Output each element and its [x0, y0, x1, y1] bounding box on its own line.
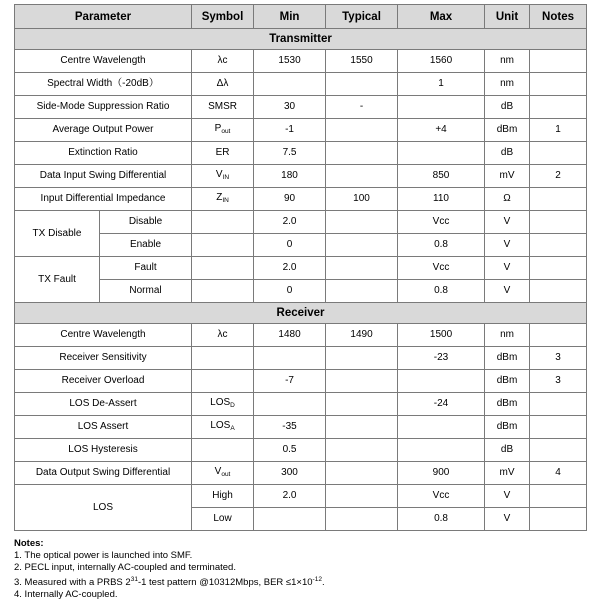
param-cell: Receiver Overload: [15, 370, 192, 393]
note-cell: 3: [530, 370, 587, 393]
note-cell: [530, 73, 587, 96]
max-cell: Vcc: [398, 257, 485, 280]
param-cell: Receiver Sensitivity: [15, 347, 192, 370]
table-row: [15, 73, 587, 96]
typ-cell: 1550: [326, 50, 398, 73]
unit-cell: V: [485, 280, 530, 303]
table-row: [15, 370, 587, 393]
symbol-cell: [192, 211, 254, 234]
max-cell: -23: [398, 347, 485, 370]
header-max: Max: [398, 5, 485, 29]
min-cell: 30: [254, 96, 326, 119]
unit-cell: dBm: [485, 393, 530, 416]
section-title: Receiver: [15, 303, 587, 324]
table-row: [15, 50, 587, 73]
note-cell: 3: [530, 347, 587, 370]
typ-cell: [326, 280, 398, 303]
note-cell: 1: [530, 119, 587, 142]
symbol-cell: [192, 257, 254, 280]
header-symbol: Symbol: [192, 5, 254, 29]
typ-cell: 100: [326, 188, 398, 211]
unit-cell: Ω: [485, 188, 530, 211]
note-cell: [530, 485, 587, 508]
typ-cell: [326, 165, 398, 188]
notes-section: [14, 538, 586, 601]
symbol-cell: [192, 347, 254, 370]
note-cell: [530, 393, 587, 416]
table-row: [15, 257, 587, 280]
unit-cell: nm: [485, 50, 530, 73]
note-cell: [530, 508, 587, 531]
typ-cell: [326, 142, 398, 165]
unit-cell: V: [485, 485, 530, 508]
header-row: [15, 5, 587, 29]
max-cell: 900: [398, 462, 485, 485]
param-cell: Data Output Swing Differential: [15, 462, 192, 485]
table-row: [15, 485, 587, 508]
min-cell: -35: [254, 416, 326, 439]
sub-param-cell: High: [192, 485, 254, 508]
unit-cell: V: [485, 211, 530, 234]
symbol-cell: [192, 439, 254, 462]
typ-cell: [326, 211, 398, 234]
min-cell: 2.0: [254, 485, 326, 508]
notes-title: Notes:: [14, 538, 44, 549]
symbol-cell: SMSR: [192, 96, 254, 119]
symbol-cell: $P_{out}$: [192, 119, 254, 142]
symbol-cell: ER: [192, 142, 254, 165]
param-cell: LOS Assert: [15, 416, 192, 439]
min-cell: [254, 393, 326, 416]
note-1: 1. The optical power is launched into SMF.: [14, 550, 193, 561]
param-cell: LOS Hysteresis: [15, 439, 192, 462]
sub-param-cell: Disable: [100, 211, 192, 234]
param-cell: Extinction Ratio: [15, 142, 192, 165]
typ-cell: -: [326, 96, 398, 119]
typ-cell: [326, 73, 398, 96]
param-cell: Spectral Width（-20dB）: [15, 73, 192, 96]
min-cell: 0: [254, 280, 326, 303]
min-cell: 7.5: [254, 142, 326, 165]
max-cell: 1500: [398, 324, 485, 347]
unit-cell: dBm: [485, 119, 530, 142]
unit-cell: nm: [485, 73, 530, 96]
max-cell: [398, 96, 485, 119]
header-notes: Notes: [530, 5, 587, 29]
note-cell: [530, 439, 587, 462]
symbol-cell: $V_{out}$: [192, 462, 254, 485]
typ-cell: [326, 416, 398, 439]
param-cell: Input Differential Impedance: [15, 188, 192, 211]
min-cell: 2.0: [254, 211, 326, 234]
typ-cell: [326, 347, 398, 370]
max-cell: +4: [398, 119, 485, 142]
note-2: 2. PECL input, internally AC-coupled and terminated.: [14, 562, 236, 573]
min-cell: 90: [254, 188, 326, 211]
param-cell: Average Output Power: [15, 119, 192, 142]
section-title: Transmitter: [15, 29, 587, 50]
max-cell: [398, 370, 485, 393]
header-typical: Typical: [326, 5, 398, 29]
unit-cell: V: [485, 257, 530, 280]
symbol-cell: [192, 234, 254, 257]
sub-param-cell: Enable: [100, 234, 192, 257]
symbol-cell: $V_{IN}$: [192, 165, 254, 188]
note-cell: 2: [530, 165, 587, 188]
max-cell: -24: [398, 393, 485, 416]
note-cell: [530, 96, 587, 119]
min-cell: 0: [254, 234, 326, 257]
sub-param-cell: Normal: [100, 280, 192, 303]
symbol-cell: [192, 280, 254, 303]
typ-cell: [326, 393, 398, 416]
los-label: LOS: [15, 485, 192, 531]
param-cell: Side-Mode Suppression Ratio: [15, 96, 192, 119]
unit-cell: dBm: [485, 416, 530, 439]
note-cell: 4: [530, 462, 587, 485]
param-cell: Centre Wavelength: [15, 324, 192, 347]
max-cell: 1560: [398, 50, 485, 73]
symbol-cell: $LOS_D$: [192, 393, 254, 416]
note-cell: [530, 324, 587, 347]
table-row: [15, 234, 587, 257]
table-row: [15, 96, 587, 119]
symbol-cell: λc: [192, 50, 254, 73]
min-cell: 2.0: [254, 257, 326, 280]
section-receiver: [15, 303, 587, 324]
note-cell: [530, 211, 587, 234]
note-cell: [530, 50, 587, 73]
unit-cell: V: [485, 234, 530, 257]
unit-cell: dBm: [485, 370, 530, 393]
max-cell: 850: [398, 165, 485, 188]
param-cell: LOS De-Assert: [15, 393, 192, 416]
unit-cell: dB: [485, 439, 530, 462]
note-cell: [530, 188, 587, 211]
note-cell: [530, 416, 587, 439]
symbol-cell: Δλ: [192, 73, 254, 96]
min-cell: [254, 508, 326, 531]
table-row: [15, 188, 587, 211]
max-cell: 0.8: [398, 508, 485, 531]
min-cell: 180: [254, 165, 326, 188]
table-row: [15, 416, 587, 439]
table-row: [15, 280, 587, 303]
table-row: [15, 211, 587, 234]
note-cell: [530, 280, 587, 303]
header-parameter: Parameter: [15, 5, 192, 29]
unit-cell: V: [485, 508, 530, 531]
min-cell: [254, 73, 326, 96]
typ-cell: [326, 508, 398, 531]
table-row: [15, 347, 587, 370]
typ-cell: [326, 439, 398, 462]
note-cell: [530, 234, 587, 257]
spec-table: [14, 4, 587, 531]
note-3: 3. Measured with a PRBS $2^{31}-1$ test pattern @10312Mbps, BER $\le 1\times 10^{-12}$.: [14, 576, 325, 588]
max-cell: 0.8: [398, 280, 485, 303]
typ-cell: [326, 485, 398, 508]
typ-cell: [326, 119, 398, 142]
typ-cell: [326, 370, 398, 393]
max-cell: 0.8: [398, 234, 485, 257]
note-cell: [530, 257, 587, 280]
table-row: [15, 324, 587, 347]
max-cell: [398, 142, 485, 165]
unit-cell: nm: [485, 324, 530, 347]
param-cell: Centre Wavelength: [15, 50, 192, 73]
table-row: [15, 119, 587, 142]
header-unit: Unit: [485, 5, 530, 29]
unit-cell: mV: [485, 462, 530, 485]
header-min: Min: [254, 5, 326, 29]
max-cell: 110: [398, 188, 485, 211]
symbol-cell: $Z_{IN}$: [192, 188, 254, 211]
symbol-cell: [192, 370, 254, 393]
typ-cell: [326, 462, 398, 485]
min-cell: -7: [254, 370, 326, 393]
spec-sheet: [14, 4, 586, 601]
unit-cell: dBm: [485, 347, 530, 370]
symbol-cell: λc: [192, 324, 254, 347]
tx-fault-label: TX Fault: [15, 257, 100, 303]
table-row: [15, 439, 587, 462]
note-4: 4. Internally AC-coupled.: [14, 589, 118, 600]
min-cell: [254, 347, 326, 370]
unit-cell: dB: [485, 96, 530, 119]
sub-param-cell: Fault: [100, 257, 192, 280]
typ-cell: 1490: [326, 324, 398, 347]
max-cell: [398, 416, 485, 439]
symbol-cell: $LOS_A$: [192, 416, 254, 439]
unit-cell: dB: [485, 142, 530, 165]
max-cell: Vcc: [398, 211, 485, 234]
min-cell: -1: [254, 119, 326, 142]
max-cell: 1: [398, 73, 485, 96]
min-cell: 300: [254, 462, 326, 485]
table-row: [15, 165, 587, 188]
max-cell: Vcc: [398, 485, 485, 508]
table-row: [15, 462, 587, 485]
min-cell: 1530: [254, 50, 326, 73]
typ-cell: [326, 257, 398, 280]
max-cell: [398, 439, 485, 462]
table-row: [15, 142, 587, 165]
note-cell: [530, 142, 587, 165]
typ-cell: [326, 234, 398, 257]
table-row: [15, 393, 587, 416]
sub-param-cell: Low: [192, 508, 254, 531]
param-cell: Data Input Swing Differential: [15, 165, 192, 188]
min-cell: 1480: [254, 324, 326, 347]
section-transmitter: [15, 29, 587, 50]
tx-disable-label: TX Disable: [15, 211, 100, 257]
min-cell: 0.5: [254, 439, 326, 462]
unit-cell: mV: [485, 165, 530, 188]
